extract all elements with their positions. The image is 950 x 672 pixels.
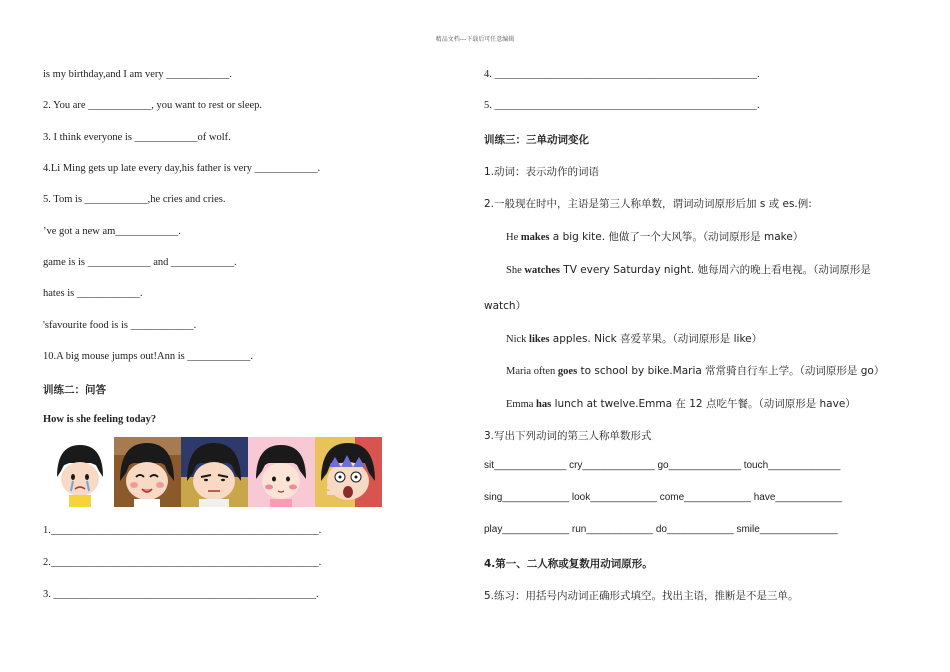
- exercise-line-5: 5. Tom is ____________,he cries and cries.: [43, 194, 226, 205]
- rule-2: 2.一般现在时中，主语是第三人称单数，谓词动词原形后加 s 或 es.例:: [484, 198, 812, 210]
- answer-line-2[interactable]: 2.___________________________________________________.: [43, 557, 322, 568]
- rule-1: 1.动词：表示动作的词语: [484, 166, 600, 178]
- exercise-line-8: hates is ____________.: [43, 288, 143, 299]
- answer-line-3[interactable]: 3. __________________________________________________.: [43, 589, 319, 600]
- face-annoyed: [181, 437, 248, 507]
- example-2: She watches TV every Saturday night. 她每周六的晚上看电视。（动词原形是: [506, 264, 871, 276]
- example-1: He makes a big kite. 他做了一个大风筝。（动词原形是 make）: [506, 231, 804, 243]
- face-shy: [248, 437, 315, 507]
- exercise-line-2: 2. You are ____________, you want to rest or sleep.: [43, 100, 263, 111]
- exercise-line-6: ’ve got a new am____________.: [43, 226, 181, 237]
- exercise-line-1: is my birthday,and I am very ____________.: [43, 69, 232, 80]
- question-heading: How is she feeling today?: [43, 414, 157, 425]
- exercise-line-9: 'sfavourite food is is ____________.: [43, 320, 197, 331]
- face-happy: [114, 437, 181, 507]
- exercise-line-4: 4.Li Ming gets up late every day,his father is very ____________.: [43, 163, 321, 174]
- example-4: Maria often goes to school by bike.Maria 常常骑自行车上学。（动词原形是 go）: [506, 365, 885, 377]
- rule-5: 5.练习：用括号内动词正确形式填空。找出主语，推断是不是三单。: [484, 590, 799, 602]
- section-title-3: 训练三：三单动词变化: [484, 134, 589, 146]
- exercise-line-10: 10.A big mouse jumps out!Ann is ____________.: [43, 351, 254, 362]
- example-2-continued: watch）: [484, 300, 527, 312]
- answer-line-1[interactable]: 1.___________________________________________________.: [43, 525, 322, 536]
- verb-row-2[interactable]: sing____________ look____________ come____________ have____________: [484, 492, 843, 503]
- exercise-line-7: game is is ____________ and ____________.: [43, 257, 237, 268]
- answer-line-4[interactable]: 4. __________________________________________________.: [484, 69, 760, 80]
- verb-row-1[interactable]: sit_____________ cry_____________ go_____________ touch_____________: [484, 460, 841, 471]
- rule-4: 4.第一、二人称或复数用动词原形。: [484, 558, 653, 570]
- answer-line-5[interactable]: 5. __________________________________________________.: [484, 100, 760, 111]
- section-title-2: 训练二：问答: [43, 384, 106, 396]
- example-5: Emma has lunch at twelve.Emma 在 12 点吃午餐。（动词原形是 have）: [506, 398, 856, 410]
- exercise-line-3: 3. I think everyone is ____________of wolf.: [43, 132, 231, 143]
- example-3: Nick likes apples. Nick 喜爱苹果。（动词原形是 like）: [506, 333, 763, 345]
- rule-3: 3.写出下列动词的第三人称单数形式: [484, 430, 652, 442]
- cartoon-faces: [47, 437, 383, 507]
- verb-row-3[interactable]: play____________ run____________ do____________ smile______________: [484, 524, 838, 535]
- page-header: 精品文档---下载后可任意编辑: [435, 36, 515, 43]
- face-crying: [47, 437, 114, 507]
- face-scared: [315, 437, 382, 507]
